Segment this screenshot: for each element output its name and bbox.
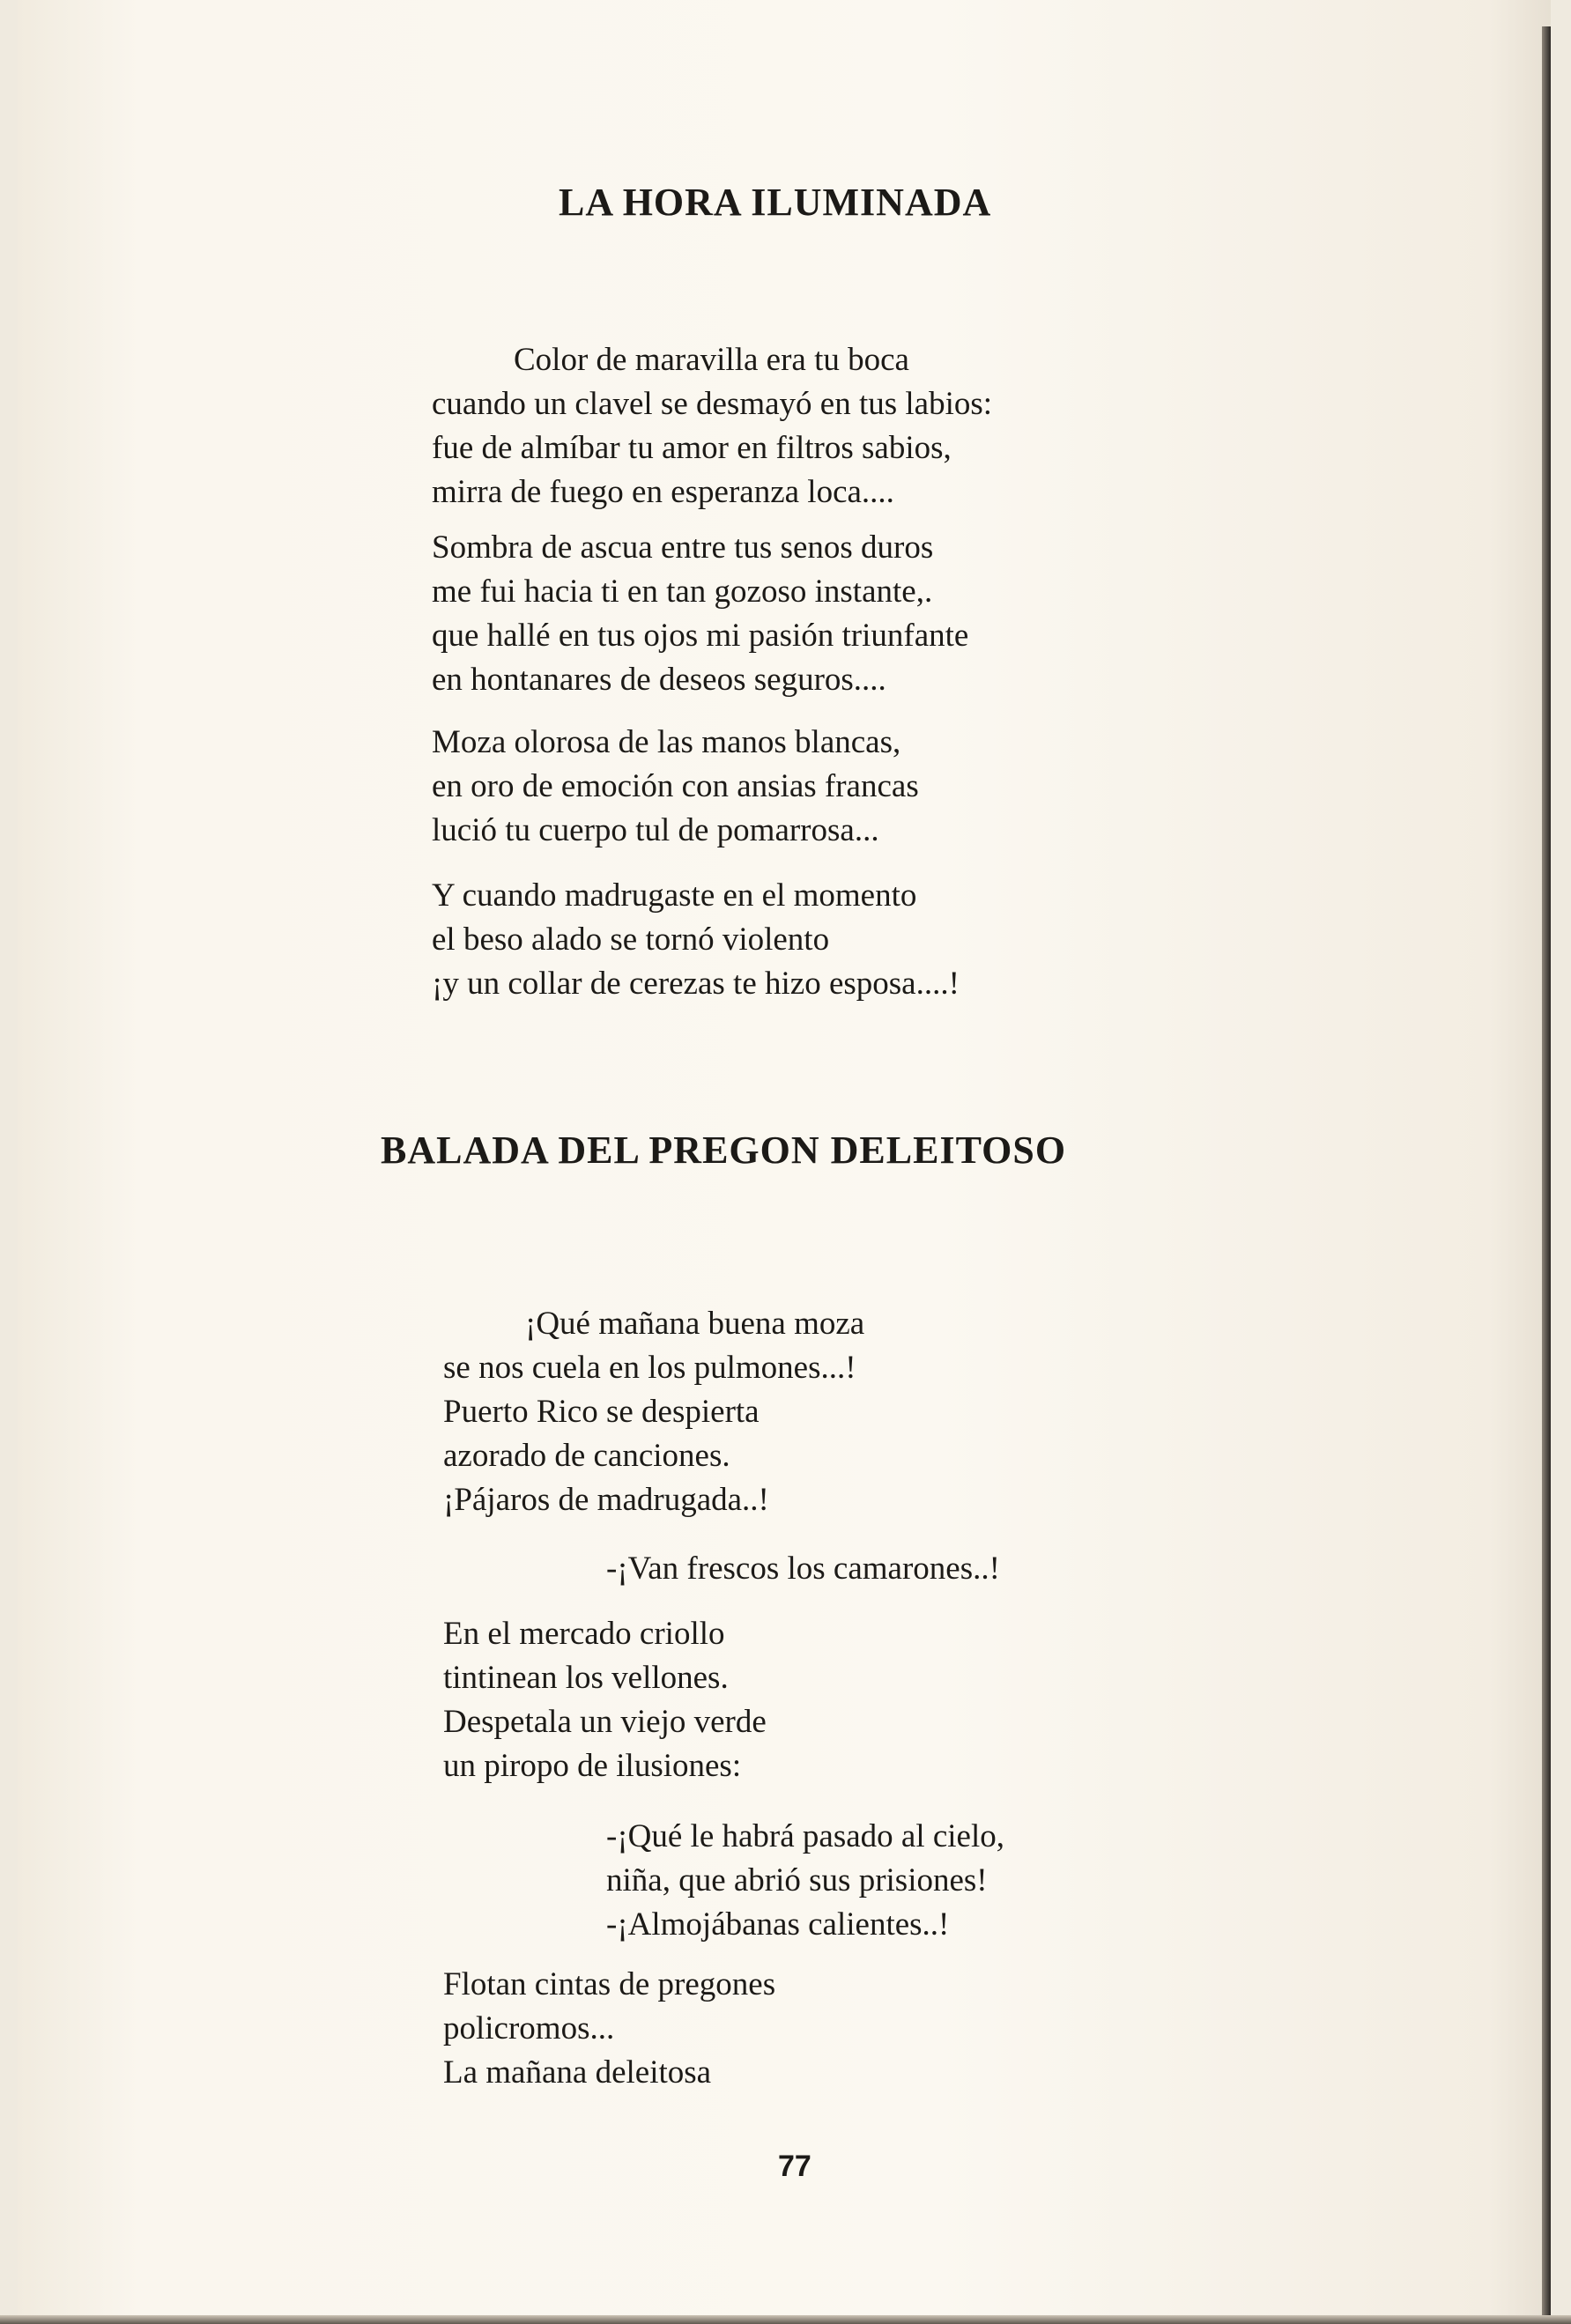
poem-line: fue de almíbar tu amor en filtros sabios,	[432, 430, 952, 466]
page-edge-shadow	[1542, 26, 1551, 2317]
poem-line: La mañana deleitosa	[443, 2054, 712, 2091]
poem-line: me fui hacia ti en tan gozoso instante,.	[432, 574, 933, 610]
poem-line: Y cuando madrugaste en el momento	[432, 877, 917, 914]
poem-line: tintinean los vellones.	[443, 1660, 729, 1696]
poem1-stanza-2	[432, 526, 968, 702]
page-bottom-shadow	[0, 2315, 1571, 2324]
poem-line: en oro de emoción con ansias francas	[432, 768, 919, 804]
poem-line: ¡Pájaros de madrugada..!	[443, 1482, 769, 1518]
poem-line: Sombra de ascua entre tus senos duros	[432, 529, 934, 566]
poem-line: un piropo de ilusiones:	[443, 1748, 742, 1784]
book-page	[18, 0, 1551, 2324]
poem2-stanza-2	[606, 1547, 1000, 1591]
poem-line: -¡Almojábanas calientes..!	[606, 1906, 950, 1943]
poem-line: Color de maravilla era tu boca	[514, 342, 909, 378]
poem-line: ¡y un collar de cerezas te hizo esposa....!	[432, 966, 960, 1002]
poem2-stanza-5	[443, 1963, 775, 2095]
poem2-stanza-1	[443, 1302, 864, 1522]
poem-line: -¡Van frescos los camarones..!	[606, 1551, 1000, 1587]
poem-line: ¡Qué mañana buena moza	[525, 1306, 865, 1342]
poem-line: Despetala un viejo verde	[443, 1704, 767, 1740]
poem-title-la-hora-iluminada: LA HORA ILUMINADA	[559, 181, 992, 224]
poem-line: -¡Qué le habrá pasado al cielo,	[606, 1818, 1005, 1854]
page-number: 77	[778, 2150, 811, 2183]
poem1-stanza-3	[432, 721, 919, 853]
poem-line: que hallé en tus ojos mi pasión triunfante	[432, 618, 969, 654]
poem-line: niña, que abrió sus prisiones!	[606, 1862, 988, 1898]
poem-title-balada-del-pregon-deleitoso: BALADA DEL PREGON DELEITOSO	[381, 1129, 1067, 1172]
poem-line: Flotan cintas de pregones	[443, 1966, 776, 2002]
poem-line: Moza olorosa de las manos blancas,	[432, 724, 901, 760]
poem-line: se nos cuela en los pulmones...!	[443, 1350, 856, 1386]
poem-line: en hontanares de deseos seguros....	[432, 662, 886, 698]
poem-line: cuando un clavel se desmayó en tus labios:	[432, 386, 993, 422]
poem-line: azorado de canciones.	[443, 1438, 730, 1474]
poem-line: Puerto Rico se despierta	[443, 1394, 760, 1430]
poem2-stanza-3	[443, 1612, 767, 1788]
poem1-stanza-4	[432, 874, 960, 1006]
poem-line: el beso alado se tornó violento	[432, 921, 830, 958]
poem-line: policromos...	[443, 2010, 615, 2046]
poem-line: En el mercado criollo	[443, 1616, 725, 1652]
poem1-stanza-1	[432, 338, 992, 514]
poem-line: mirra de fuego en esperanza loca....	[432, 474, 894, 510]
poem2-stanza-4	[606, 1815, 1004, 1947]
poem-line: lució tu cuerpo tul de pomarrosa...	[432, 812, 879, 848]
